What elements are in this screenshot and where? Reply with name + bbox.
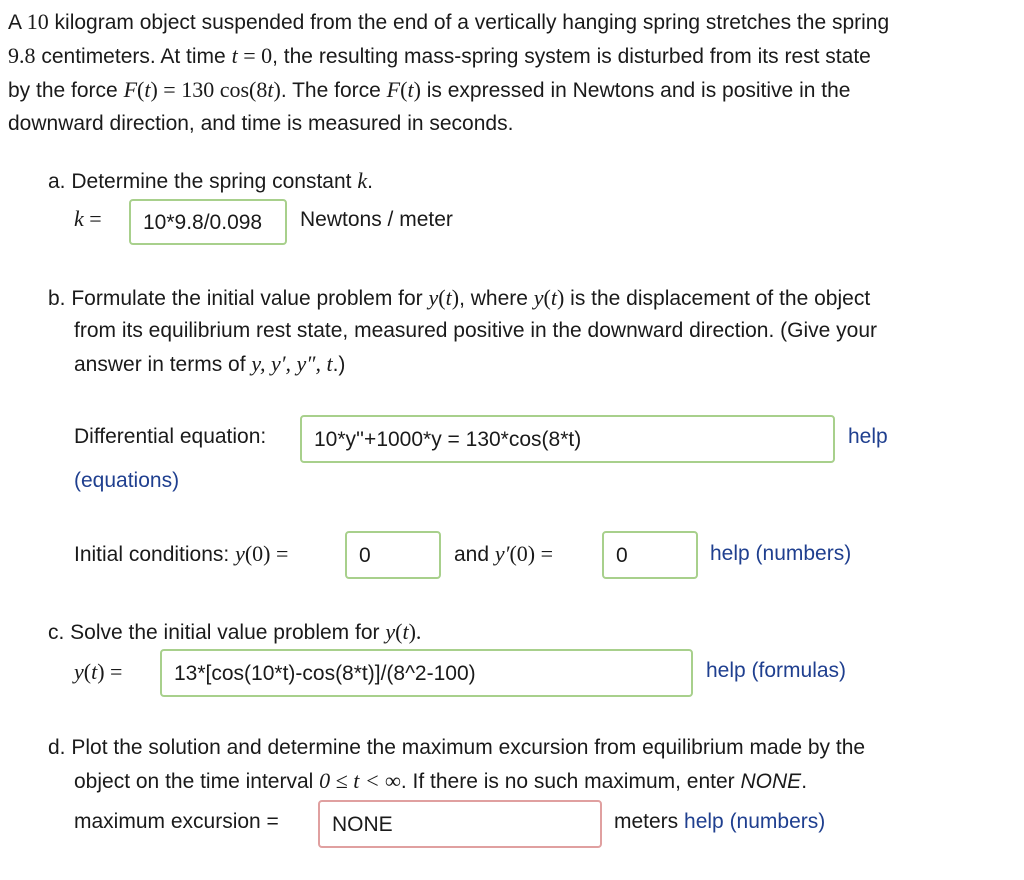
k-label: k =	[74, 206, 102, 231]
initial-conditions-label: Initial conditions: y(0) =	[74, 541, 289, 566]
intro-line-1: A 10 kilogram object suspended from the end of a vertically hanging spring stretches the spring	[8, 9, 890, 34]
intro-line-3: by the force F(t) = 130 cos(8t). The force F(t) is expressed in Newtons and is positive in the	[8, 77, 851, 102]
intro-line-2: 9.8 centimeters. At time t = 0, the resulting mass-spring system is disturbed from its rest state	[8, 43, 871, 68]
part-b-line-3: answer in terms of y, y′, y″, t.)	[74, 351, 346, 376]
help-link[interactable]: help	[848, 425, 888, 448]
max-excursion-label: maximum excursion =	[74, 810, 279, 833]
differential-equation-input[interactable]: 10*y''+1000*y = 130*cos(8*t)	[300, 415, 835, 463]
part-c-question: c. Solve the initial value problem for y(t).	[48, 619, 422, 644]
max-excursion-input[interactable]: NONE	[318, 800, 602, 848]
k-units: Newtons / meter	[300, 208, 453, 231]
help-formulas-link[interactable]: help (formulas)	[706, 659, 847, 682]
initial-yprime-label: and y′(0) =	[454, 541, 554, 566]
problem-intro	[8, 5, 1018, 140]
diff-eq-label: Differential equation:	[74, 425, 267, 448]
intro-line-4: downward direction, and time is measured in seconds.	[8, 112, 514, 135]
part-d-line-2: object on the time interval 0 ≤ t < ∞. If there is no such maximum, enter NONE.	[74, 768, 808, 793]
help-numbers-link[interactable]: help (numbers)	[710, 542, 852, 565]
part-d-question: d. Plot the solution and determine the maximum excursion from equilibrium made by the	[48, 736, 866, 759]
part-b-question: b. Formulate the initial value problem for y(t), where y(t) is the displacement of the object	[48, 285, 871, 310]
initial-y-input[interactable]: 0	[345, 531, 441, 579]
max-excursion-units: meters help (numbers)	[614, 810, 826, 833]
part-b-line-2: from its equilibrium rest state, measured positive in the downward direction. (Give your	[74, 319, 878, 342]
equations-help-link[interactable]: (equations)	[74, 469, 180, 492]
solution-input[interactable]: 13*[cos(10*t)-cos(8*t)]/(8^2-100)	[160, 649, 693, 697]
spring-constant-input[interactable]: 10*9.8/0.098	[129, 199, 287, 245]
solution-label: y(t) =	[74, 659, 123, 684]
initial-yprime-input[interactable]: 0	[602, 531, 698, 579]
part-a-question: a. Determine the spring constant k.	[48, 168, 373, 193]
help-numbers-link-d[interactable]: help (numbers)	[684, 810, 826, 833]
